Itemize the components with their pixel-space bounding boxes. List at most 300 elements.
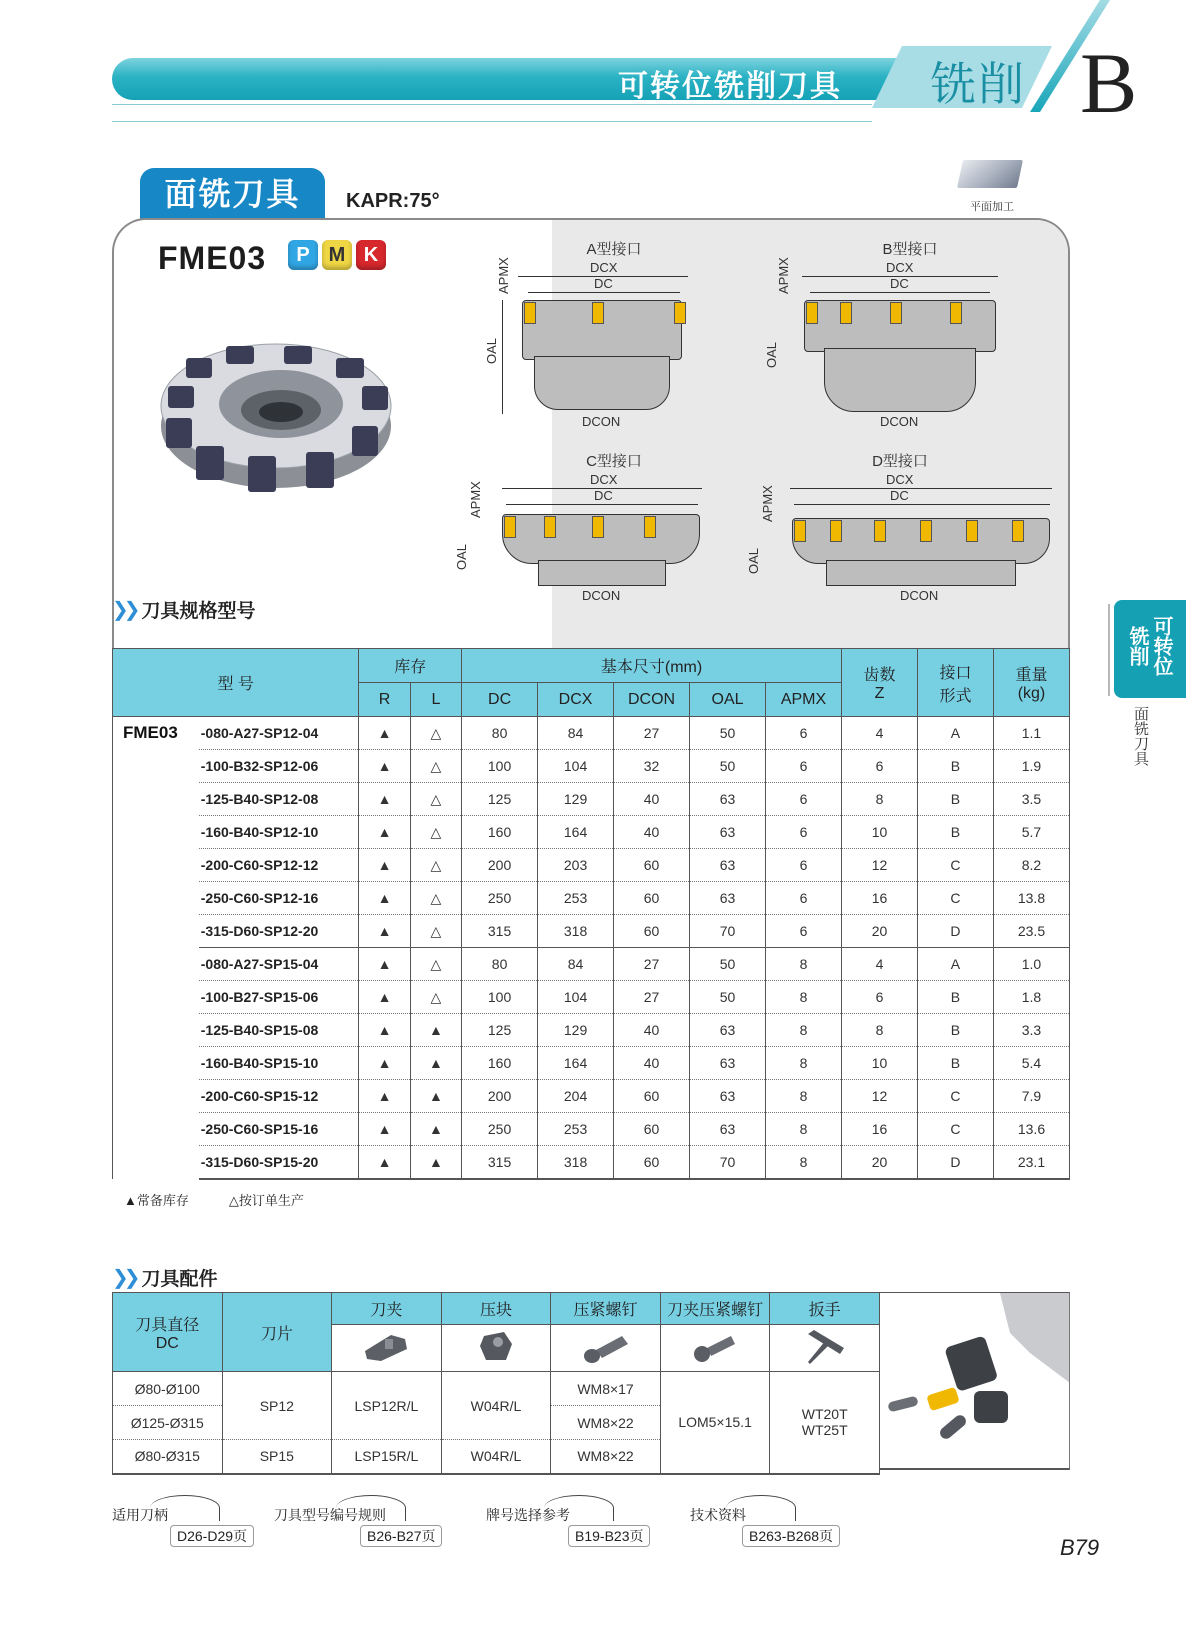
cell-type: C <box>917 882 993 915</box>
insert-icon <box>674 302 686 324</box>
cell-dcon: 27 <box>614 981 690 1014</box>
model-code: -250-C60-SP12-16 <box>199 882 359 915</box>
cell-l: △ <box>410 882 461 915</box>
cell-apmx: 8 <box>766 1113 842 1146</box>
cell-kg: 5.7 <box>993 816 1069 849</box>
dim-label-dc: DC <box>890 488 909 503</box>
cell-dc: 125 <box>462 1014 538 1047</box>
cell-dcx: 253 <box>538 1113 614 1146</box>
chapter-title: 可转位铣削刀具 <box>618 70 842 103</box>
model-code: -080-A27-SP12-04 <box>199 717 359 750</box>
model-code: -200-C60-SP15-12 <box>199 1080 359 1113</box>
cell-r: ▲ <box>359 981 410 1014</box>
diagram-title: B型接口 <box>882 241 938 258</box>
col-header-dcx: DCX <box>538 683 614 717</box>
cell-l: △ <box>410 717 461 750</box>
cross-references: 适用刀柄 D26-D29页 刀具型号编号规则 B26-B27页 牌号选择参考 B19-B23页 技术资料 B263-B268页 <box>112 1505 1012 1565</box>
cell-dcx: 164 <box>538 1047 614 1080</box>
cell-l: △ <box>410 849 461 882</box>
insert-icon <box>890 302 902 324</box>
cell-apmx: 6 <box>766 882 842 915</box>
cell-kg: 1.1 <box>993 717 1069 750</box>
cell-kg: 13.6 <box>993 1113 1069 1146</box>
cell-kg: 8.2 <box>993 849 1069 882</box>
cell-dcx: 164 <box>538 816 614 849</box>
table-row <box>113 816 1070 849</box>
cell-type: A <box>917 717 993 750</box>
cell-kg: 23.1 <box>993 1146 1069 1179</box>
cell-oal: 63 <box>690 1113 766 1146</box>
dim-label-dcx: DCX <box>886 260 914 275</box>
spec-section-title: 刀具规格型号 <box>141 601 256 622</box>
model-code: -100-B32-SP12-06 <box>199 750 359 783</box>
cell-type: C <box>917 849 993 882</box>
cell-l: △ <box>410 981 461 1014</box>
dim-line <box>790 488 1052 489</box>
application-label: 平面加工 <box>970 201 1014 213</box>
cell-dcx: 84 <box>538 948 614 981</box>
cell-dc: 80 <box>462 948 538 981</box>
cell-l: △ <box>410 783 461 816</box>
dim-label-dcon: DCON <box>880 414 919 429</box>
col-header-model: 型 号 <box>113 649 359 717</box>
screw-icon <box>660 1325 770 1372</box>
cell-apmx: 8 <box>766 1047 842 1080</box>
dim-label-dc: DC <box>594 488 613 503</box>
cell-type: C <box>917 1080 993 1113</box>
cell-l: △ <box>410 915 461 948</box>
accessory-row <box>113 1372 880 1406</box>
cell-dc: 100 <box>462 750 538 783</box>
cell-kg: 23.5 <box>993 915 1069 948</box>
col-header-teeth: 齿数 Z <box>842 649 918 717</box>
cell-l: ▲ <box>410 1014 461 1047</box>
table-row <box>113 948 1070 981</box>
double-chevron-icon: ❯❯ <box>112 1267 136 1289</box>
cell-dc: 315 <box>462 1146 538 1179</box>
col-header-stock: 库存 <box>359 649 462 683</box>
diagram-type-a <box>484 238 734 429</box>
dim-label-oal: OAL <box>454 543 469 570</box>
accessory-clamp-screw: WM8×22 <box>551 1406 661 1440</box>
dim-label-apmx: APMX <box>776 257 791 294</box>
cell-z: 16 <box>842 1113 918 1146</box>
cell-r: ▲ <box>359 1146 410 1179</box>
accessory-holder-screw: LOM5×15.1 <box>660 1372 770 1474</box>
dim-line <box>528 292 680 293</box>
cell-dcon: 27 <box>614 948 690 981</box>
cell-apmx: 6 <box>766 783 842 816</box>
cell-dcx: 129 <box>538 1014 614 1047</box>
side-tab-bar <box>1108 604 1110 696</box>
cell-oal: 50 <box>690 750 766 783</box>
dim-label-oal: OAL <box>746 547 761 574</box>
model-title: FME03 <box>158 240 267 276</box>
cell-oal: 63 <box>690 849 766 882</box>
model-prefix: FME03 <box>113 717 199 1179</box>
cutter-hub <box>826 560 1016 586</box>
dim-label-dc: DC <box>594 276 613 291</box>
insert-icon <box>592 302 604 324</box>
table-row <box>113 783 1070 816</box>
cell-l: ▲ <box>410 1080 461 1113</box>
cell-r: ▲ <box>359 1080 410 1113</box>
col-header-r: R <box>359 683 410 717</box>
cell-apmx: 6 <box>766 717 842 750</box>
accessory-shim: W04R/L <box>441 1372 551 1440</box>
cell-z: 8 <box>842 783 918 816</box>
arrow-curve-icon <box>336 1495 406 1521</box>
material-badges <box>288 240 386 270</box>
side-tab-text: 可转位 <box>1150 616 1172 676</box>
legend-in-stock: ▲常备库存 <box>124 1193 189 1208</box>
cell-dcon: 40 <box>614 783 690 816</box>
accessories-table <box>112 1292 880 1475</box>
cell-dcon: 40 <box>614 1047 690 1080</box>
cell-kg: 1.9 <box>993 750 1069 783</box>
cell-apmx: 6 <box>766 915 842 948</box>
dim-label-dcx: DCX <box>886 472 914 487</box>
cell-dcon: 32 <box>614 750 690 783</box>
cell-dcon: 60 <box>614 915 690 948</box>
cell-l: △ <box>410 816 461 849</box>
cell-dcon: 60 <box>614 1146 690 1179</box>
cell-z: 4 <box>842 717 918 750</box>
insert-icon <box>794 520 806 542</box>
model-code: -315-D60-SP15-20 <box>199 1146 359 1179</box>
material-badge-m: M <box>322 240 352 270</box>
col-header-dc: 刀具直径 DC <box>113 1293 223 1372</box>
cell-r: ▲ <box>359 783 410 816</box>
col-header-apmx: APMX <box>766 683 842 717</box>
diagram-type-b <box>764 238 1030 429</box>
cell-apmx: 6 <box>766 750 842 783</box>
cell-oal: 70 <box>690 1146 766 1179</box>
col-header-clamp-screw: 压紧螺钉 <box>551 1293 661 1325</box>
model-code: -315-D60-SP12-20 <box>199 915 359 948</box>
cell-dcon: 60 <box>614 1080 690 1113</box>
cell-type: B <box>917 783 993 816</box>
insert-icon <box>1012 520 1024 542</box>
cell-z: 16 <box>842 882 918 915</box>
shim-block-icon <box>441 1325 551 1372</box>
cell-oal: 50 <box>690 717 766 750</box>
chapter-letter: B <box>1080 35 1138 131</box>
col-header-dc: DC <box>462 683 538 717</box>
side-tab-text: 铣削 <box>1126 626 1148 666</box>
cell-z: 12 <box>842 1080 918 1113</box>
model-code: -100-B27-SP15-06 <box>199 981 359 1014</box>
dim-label-apmx: APMX <box>496 257 511 294</box>
insert-icon <box>504 516 516 538</box>
diagram-title: C型接口 <box>586 453 642 470</box>
product-panel <box>112 218 1070 648</box>
col-header-dims: 基本尺寸(mm) <box>462 649 842 683</box>
t-wrench-icon <box>770 1325 880 1372</box>
table-row <box>113 1014 1070 1047</box>
cell-z: 10 <box>842 816 918 849</box>
cell-type: B <box>917 981 993 1014</box>
insert-icon <box>592 516 604 538</box>
cell-dcx: 253 <box>538 882 614 915</box>
page-number: B79 <box>1060 1535 1100 1560</box>
cell-kg: 13.8 <box>993 882 1069 915</box>
cell-dcx: 318 <box>538 1146 614 1179</box>
accessories-assembly-image <box>880 1292 1070 1470</box>
cell-dc: 250 <box>462 1113 538 1146</box>
insert-icon <box>966 520 978 542</box>
cell-type: B <box>917 1014 993 1047</box>
cell-type: D <box>917 1146 993 1179</box>
cell-kg: 3.3 <box>993 1014 1069 1047</box>
cell-kg: 1.8 <box>993 981 1069 1014</box>
cell-apmx: 8 <box>766 1014 842 1047</box>
dim-label-dcx: DCX <box>590 260 618 275</box>
col-header-holder-screw: 刀夹压紧螺钉 <box>660 1293 770 1325</box>
insert-icon <box>524 302 536 324</box>
accessory-clamp: LSP12R/L <box>332 1372 442 1440</box>
cell-oal: 63 <box>690 1080 766 1113</box>
table-row <box>113 750 1070 783</box>
accessory-insert: SP12 <box>222 1372 332 1440</box>
model-code: -160-B40-SP15-10 <box>199 1047 359 1080</box>
cell-dcx: 129 <box>538 783 614 816</box>
accessory-wrench: WT20T WT25T <box>770 1372 880 1474</box>
cell-z: 6 <box>842 750 918 783</box>
insert-icon <box>874 520 886 542</box>
table-row <box>113 981 1070 1014</box>
material-badge-p: P <box>288 240 318 270</box>
cell-dcx: 203 <box>538 849 614 882</box>
spec-table <box>112 648 1070 1180</box>
col-header-insert: 刀片 <box>222 1293 332 1372</box>
table-row <box>113 1047 1070 1080</box>
flat-surface-block-icon <box>957 160 1023 188</box>
model-code: -160-B40-SP12-10 <box>199 816 359 849</box>
dim-label-dcx: DCX <box>590 472 618 487</box>
table-row <box>113 849 1070 882</box>
insert-icon <box>544 516 556 538</box>
cell-dc: 200 <box>462 849 538 882</box>
cell-dc: 250 <box>462 882 538 915</box>
col-header-interface: 接口 形式 <box>917 649 993 717</box>
cutter-hub <box>538 560 666 586</box>
cell-type: C <box>917 1113 993 1146</box>
cell-r: ▲ <box>359 882 410 915</box>
arrow-curve-icon <box>150 1495 220 1521</box>
screw-icon <box>551 1325 661 1372</box>
spec-section-heading <box>112 596 256 623</box>
model-code: -200-C60-SP12-12 <box>199 849 359 882</box>
cell-r: ▲ <box>359 948 410 981</box>
chapter-subtitle: 铣削 <box>930 58 1026 110</box>
clamp-part-icon <box>332 1325 442 1372</box>
kapr-angle: KAPR:75° <box>346 190 440 212</box>
model-code: -125-B40-SP12-08 <box>199 783 359 816</box>
diagram-type-d <box>746 450 1052 620</box>
side-chapter-tab[interactable] <box>1114 600 1186 698</box>
cell-apmx: 8 <box>766 981 842 1014</box>
cell-r: ▲ <box>359 1113 410 1146</box>
col-header-clamp: 刀夹 <box>332 1293 442 1325</box>
col-header-wrench: 扳手 <box>770 1293 880 1325</box>
cell-oal: 63 <box>690 1014 766 1047</box>
dim-line <box>810 292 990 293</box>
header-rule <box>112 104 872 105</box>
header-band <box>112 58 902 103</box>
cell-l: △ <box>410 750 461 783</box>
cell-dc: 160 <box>462 816 538 849</box>
cell-r: ▲ <box>359 717 410 750</box>
cell-l: △ <box>410 948 461 981</box>
cell-type: A <box>917 948 993 981</box>
cell-z: 12 <box>842 849 918 882</box>
dim-line <box>794 504 1050 505</box>
cell-apmx: 8 <box>766 1080 842 1113</box>
cell-z: 8 <box>842 1014 918 1047</box>
accessory-clamp-screw: WM8×22 <box>551 1440 661 1474</box>
table-row <box>113 717 1070 750</box>
col-header-dcon: DCON <box>614 683 690 717</box>
cutter-hub <box>534 356 670 410</box>
diagram-title: A型接口 <box>586 241 642 258</box>
cell-oal: 70 <box>690 915 766 948</box>
cell-dc: 160 <box>462 1047 538 1080</box>
cell-dcx: 104 <box>538 981 614 1014</box>
cell-apmx: 6 <box>766 849 842 882</box>
face-mill-cutter-image <box>156 306 396 506</box>
insert-icon <box>920 520 932 542</box>
accessory-dc: Ø80-Ø100 <box>113 1372 223 1406</box>
col-header-weight: 重量 (kg) <box>993 649 1069 717</box>
cell-l: ▲ <box>410 1047 461 1080</box>
cell-apmx: 8 <box>766 948 842 981</box>
cell-apmx: 6 <box>766 816 842 849</box>
dim-label-dcon: DCON <box>900 588 939 603</box>
cell-dc: 200 <box>462 1080 538 1113</box>
accessory-clamp: LSP15R/L <box>332 1440 442 1474</box>
insert-icon <box>950 302 962 324</box>
dim-label-oal: OAL <box>484 337 499 364</box>
section-title: 面铣刀具 <box>140 168 325 220</box>
cell-dc: 80 <box>462 717 538 750</box>
col-header-shim: 压块 <box>441 1293 551 1325</box>
table-row <box>113 915 1070 948</box>
accessory-dc: Ø125-Ø315 <box>113 1406 223 1440</box>
accessory-shim: W04R/L <box>441 1440 551 1474</box>
accessories-title: 刀具配件 <box>141 1269 218 1290</box>
col-header-oal: OAL <box>690 683 766 717</box>
cell-oal: 63 <box>690 816 766 849</box>
insert-icon <box>830 520 842 542</box>
cell-r: ▲ <box>359 915 410 948</box>
cell-oal: 50 <box>690 981 766 1014</box>
cell-dcx: 204 <box>538 1080 614 1113</box>
cutter-hub <box>824 348 976 412</box>
legend-made-to-order: △按订单生产 <box>228 1193 304 1208</box>
arrow-curve-icon <box>544 1495 614 1521</box>
model-code: -125-B40-SP15-08 <box>199 1014 359 1047</box>
cell-dcon: 60 <box>614 1113 690 1146</box>
cell-z: 10 <box>842 1047 918 1080</box>
model-code: -250-C60-SP15-16 <box>199 1113 359 1146</box>
col-header-l: L <box>410 683 461 717</box>
diagram-type-c <box>454 450 734 620</box>
cell-apmx: 8 <box>766 1146 842 1179</box>
accessory-dc: Ø80-Ø315 <box>113 1440 223 1474</box>
cell-r: ▲ <box>359 750 410 783</box>
arrow-curve-icon <box>726 1495 796 1521</box>
cell-z: 20 <box>842 915 918 948</box>
insert-icon <box>806 302 818 324</box>
cell-l: ▲ <box>410 1146 461 1179</box>
cell-dc: 125 <box>462 783 538 816</box>
material-badge-k: K <box>356 240 386 270</box>
cell-dc: 315 <box>462 915 538 948</box>
table-row <box>113 882 1070 915</box>
cell-dcx: 318 <box>538 915 614 948</box>
cell-r: ▲ <box>359 816 410 849</box>
cell-r: ▲ <box>359 849 410 882</box>
insert-icon <box>644 516 656 538</box>
cell-dcx: 104 <box>538 750 614 783</box>
cell-z: 6 <box>842 981 918 1014</box>
cell-dcon: 60 <box>614 882 690 915</box>
cell-kg: 7.9 <box>993 1080 1069 1113</box>
insert-icon <box>840 302 852 324</box>
accessories-heading <box>112 1264 218 1291</box>
cell-dcx: 84 <box>538 717 614 750</box>
cell-dcon: 40 <box>614 816 690 849</box>
cell-kg: 1.0 <box>993 948 1069 981</box>
dim-label-apmx: APMX <box>468 481 483 518</box>
cell-dcon: 60 <box>614 849 690 882</box>
cell-z: 20 <box>842 1146 918 1179</box>
cell-type: B <box>917 816 993 849</box>
cell-oal: 63 <box>690 783 766 816</box>
side-tab-subtitle: 面铣刀具 <box>1132 706 1149 766</box>
stock-legend <box>124 1190 304 1209</box>
cell-dc: 100 <box>462 981 538 1014</box>
dim-label-dcon: DCON <box>582 588 621 603</box>
cell-kg: 5.4 <box>993 1047 1069 1080</box>
accessory-insert: SP15 <box>222 1440 332 1474</box>
cell-l: ▲ <box>410 1113 461 1146</box>
table-row <box>113 1080 1070 1113</box>
diagram-title: D型接口 <box>872 453 928 470</box>
dim-line <box>502 300 503 414</box>
cell-z: 4 <box>842 948 918 981</box>
dim-label-oal: OAL <box>764 341 779 368</box>
dim-label-apmx: APMX <box>760 485 775 522</box>
cell-r: ▲ <box>359 1047 410 1080</box>
cell-oal: 50 <box>690 948 766 981</box>
accessory-clamp-screw: WM8×17 <box>551 1372 661 1406</box>
model-code: -080-A27-SP15-04 <box>199 948 359 981</box>
double-chevron-icon: ❯❯ <box>112 599 136 621</box>
cell-type: B <box>917 1047 993 1080</box>
table-row <box>113 1113 1070 1146</box>
dim-label-dcon: DCON <box>582 414 621 429</box>
cell-kg: 3.5 <box>993 783 1069 816</box>
cell-oal: 63 <box>690 1047 766 1080</box>
cell-dcon: 40 <box>614 1014 690 1047</box>
dim-label-dc: DC <box>890 276 909 291</box>
cell-type: B <box>917 750 993 783</box>
table-row <box>113 1146 1070 1179</box>
dim-line <box>506 504 698 505</box>
cell-dcon: 27 <box>614 717 690 750</box>
